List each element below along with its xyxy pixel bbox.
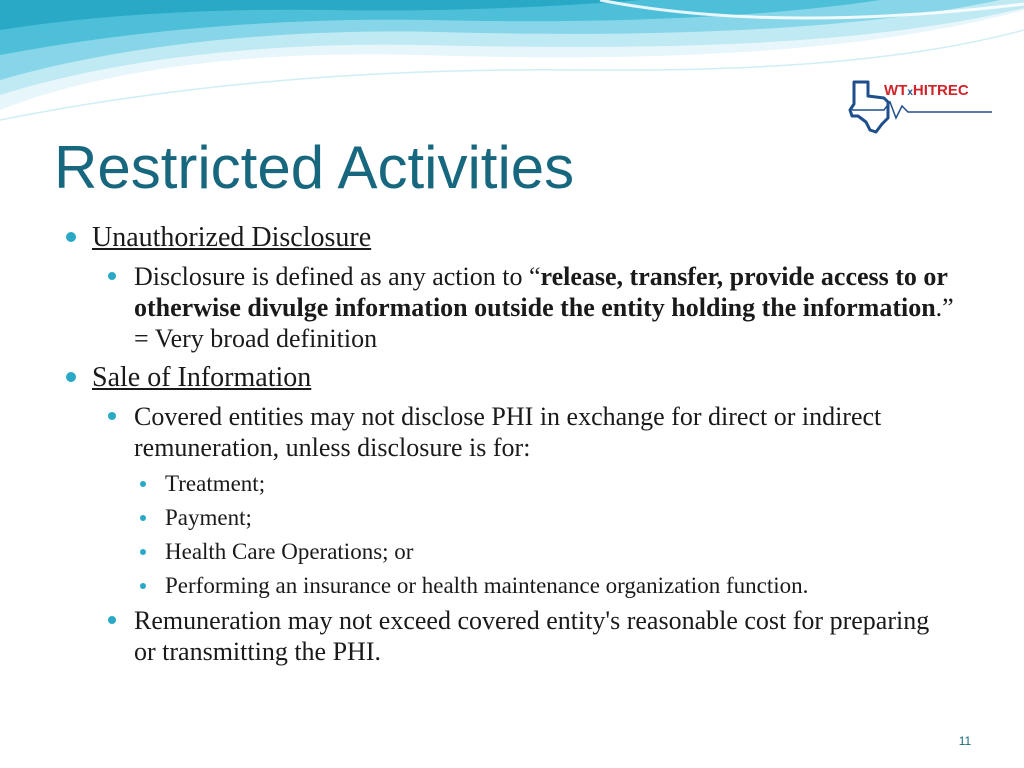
list-item-insurance-function: Performing an insurance or health maintenance organization function. <box>165 573 809 598</box>
bullet-dot-icon <box>140 583 146 589</box>
section-heading-sale-of-information: Sale of Information <box>92 362 312 393</box>
bullet-dot-icon <box>66 372 76 382</box>
remuneration-text: Remuneration may not exceed covered entity's reasonable cost for preparing or transmitting the PHI. <box>134 606 930 666</box>
list-item-health-care-operations: Health Care Operations; or <box>165 539 414 564</box>
texas-map-icon <box>844 68 996 140</box>
wtxhitrec-logo <box>844 68 996 140</box>
bullet-dot-icon <box>108 272 116 280</box>
logo-wordmark: WTxHITREC <box>884 82 969 99</box>
bullet-dot-icon <box>108 616 116 624</box>
disclosure-definition-bold: release, transfer, provide access to or otherwise divulge information outside the entity holding the information <box>134 262 948 322</box>
list-item-payment: Payment; <box>165 505 252 530</box>
covered-entities-text: Covered entities may not disclose PHI in exchange for direct or indirect remuneration, unless disclosure is for: <box>134 402 882 462</box>
section-heading-unauthorized-disclosure: Unauthorized Disclosure <box>92 222 372 253</box>
disclosure-definition: Disclosure is defined as any action to “release, transfer, provide access to or otherwise divulge information outside the entity holding the information.” = Very broad definition <box>134 262 954 353</box>
bullet-dot-icon <box>140 481 146 487</box>
list-item-treatment: Treatment; <box>165 471 266 496</box>
bullet-dot-icon <box>108 412 116 420</box>
bullet-dot-icon <box>140 515 146 521</box>
bullet-dot-icon <box>66 232 76 242</box>
bullet-dot-icon <box>140 549 146 555</box>
slide-title: Restricted Activities <box>54 134 575 201</box>
page-number: 11 <box>958 734 972 748</box>
